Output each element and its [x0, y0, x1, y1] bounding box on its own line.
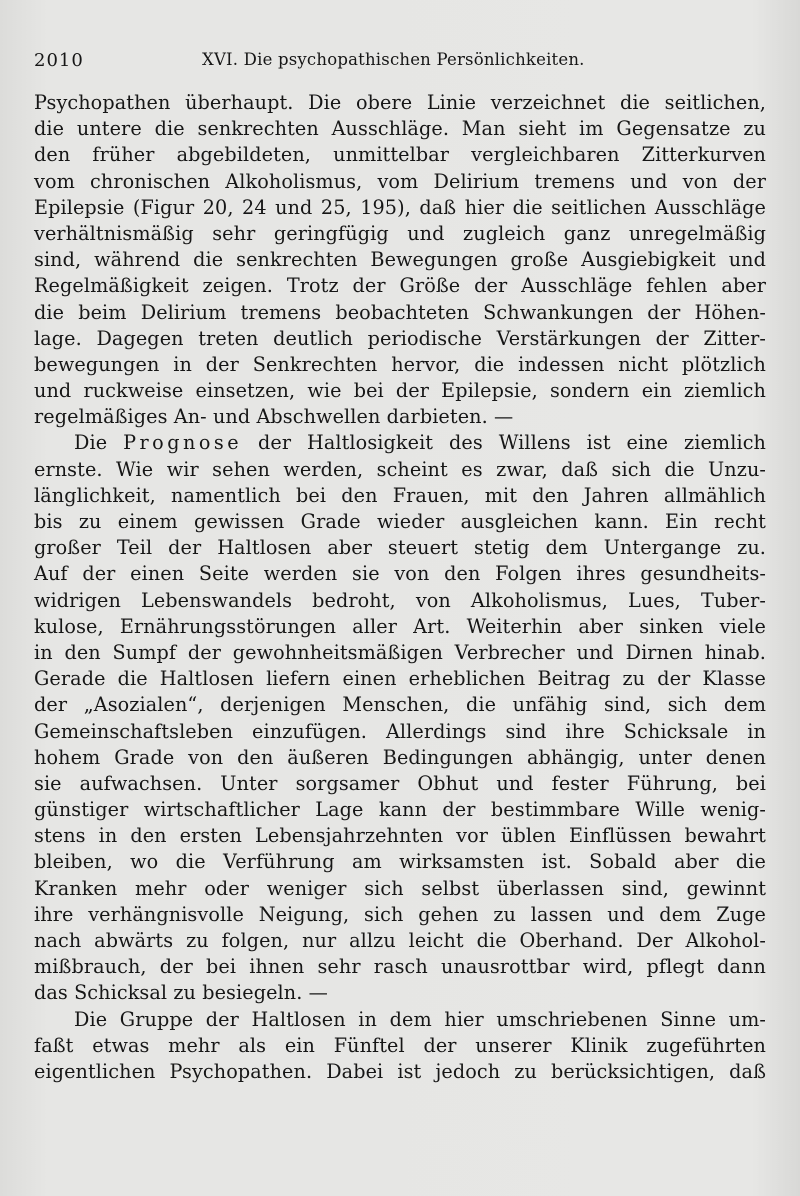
text-line: Auf der einen Seite werden sie von den Folgen ihres gesundheits-: [34, 562, 766, 586]
text-line: widrigen Lebenswandels bedroht, von Alkoholismus, Lues, Tuber-: [34, 588, 766, 612]
text-line: bleiben, wo die Verführung am wirksamsten ist. Sobald aber die: [34, 850, 766, 874]
text-line: und ruckweise einsetzen, wie bei der Epilepsie, sondern ein ziemlich: [34, 379, 766, 403]
text-line: bewegungen in der Senkrechten hervor, die indessen nicht plötzlich: [34, 352, 766, 376]
body-text: [34, 90, 766, 1085]
text-line: ihre verhängnisvolle Neigung, sich gehen zu lassen und dem Zuge: [34, 902, 766, 926]
paragraph-3: [34, 1007, 766, 1086]
text-line: Epilepsie (Figur 20, 24 und 25, 195), daß hier die seitlichen Ausschläge: [34, 195, 766, 219]
text-line: in den Sumpf der gewohnheitsmäßigen Verbrecher und Dirnen hinab.: [34, 640, 766, 664]
text-line: die beim Delirium tremens beobachteten Schwankungen der Höhen-: [34, 300, 766, 324]
text-line: nach abwärts zu folgen, nur allzu leicht die Oberhand. Der Alkohol-: [34, 929, 766, 952]
text-line: länglichkeit, namentlich bei den Frauen, mit den Jahren allmählich: [34, 483, 766, 507]
text-line: mißbrauch, der bei ihnen sehr rasch unausrottbar wird, pflegt dann: [34, 955, 766, 979]
text-line: Gemeinschaftsleben einzufügen. Allerdings sind ihre Schicksale in: [34, 719, 766, 743]
text-line: Psychopathen überhaupt. Die obere Linie verzeichnet die seitlichen,: [34, 91, 766, 114]
text-fragment: der Haltlosigkeit des Willens ist eine ziemlich: [242, 431, 767, 455]
text-line: kulose, Ernährungsstörungen aller Art. Weiterhin aber sinken viele: [34, 614, 766, 638]
running-head: [34, 48, 764, 74]
text-line: faßt etwas mehr als ein Fünftel der unserer Klinik zugeführten: [34, 1033, 766, 1057]
emphasized-word: Prognose: [123, 431, 243, 455]
text-line: bis zu einem gewissen Grade wieder ausgleichen kann. Ein recht: [34, 510, 766, 533]
text-line: [34, 430, 766, 456]
text-line: hohem Grade von den äußeren Bedingungen abhängig, unter denen: [34, 745, 766, 769]
text-line: stens in den ersten Lebensjahrzehnten vor üblen Einflüssen bewahrt: [34, 824, 766, 848]
running-title: XVI. Die psychopathischen Persönlichkeiten.: [202, 50, 585, 69]
text-line: sind, während die senkrechten Bewegungen große Ausgiebigkeit und: [34, 248, 766, 272]
text-line: ernste. Wie wir sehen werden, scheint es zwar, daß sich die Unzu-: [34, 457, 766, 481]
text-line: Kranken mehr oder weniger sich selbst überlassen sind, gewinnt: [34, 876, 766, 900]
text-line: günstiger wirtschaftlicher Lage kann der bestimmbare Wille wenig-: [34, 798, 766, 822]
text-line: sie aufwachsen. Unter sorgsamer Obhut und fester Führung, bei: [34, 771, 766, 795]
page-number: 2010: [34, 50, 84, 71]
paragraph-2: [34, 430, 766, 1006]
text-line: lage. Dagegen treten deutlich periodische Verstärkungen der Zitter-: [34, 326, 766, 350]
text-line: der „Asozialen“, derjenigen Menschen, die unfähig sind, sich dem: [34, 693, 766, 717]
text-fragment: Die: [74, 431, 124, 455]
text-line: die untere die senkrechten Ausschläge. Man sieht im Gegensatze zu: [34, 117, 766, 141]
text-line: Regelmäßigkeit zeigen. Trotz der Größe der Ausschläge fehlen aber: [34, 274, 766, 298]
text-line: Die Gruppe der Haltlosen in dem hier umschriebenen Sinne um-: [74, 1007, 766, 1031]
paragraph-1: [34, 90, 766, 430]
text-line: eigentlichen Psychopathen. Dabei ist jedoch zu berücksichtigen, daß: [34, 1059, 766, 1083]
text-line: vom chronischen Alkoholismus, vom Delirium tremens und von der: [34, 169, 766, 193]
text-line: den früher abgebildeten, unmittelbar vergleichbaren Zitterkurven: [34, 143, 766, 167]
text-line: verhältnismäßig sehr geringfügig und zugleich ganz unregelmäßig: [34, 221, 766, 245]
text-line: großer Teil der Haltlosen aber steuert stetig dem Untergange zu.: [34, 536, 766, 560]
text-line: das Schicksal zu besiegeln. —: [34, 981, 328, 1005]
text-line: Gerade die Haltlosen liefern einen erheblichen Beitrag zu der Klasse: [34, 667, 766, 691]
text-line: regelmäßiges An- und Abschwellen darbieten. —: [34, 405, 514, 429]
